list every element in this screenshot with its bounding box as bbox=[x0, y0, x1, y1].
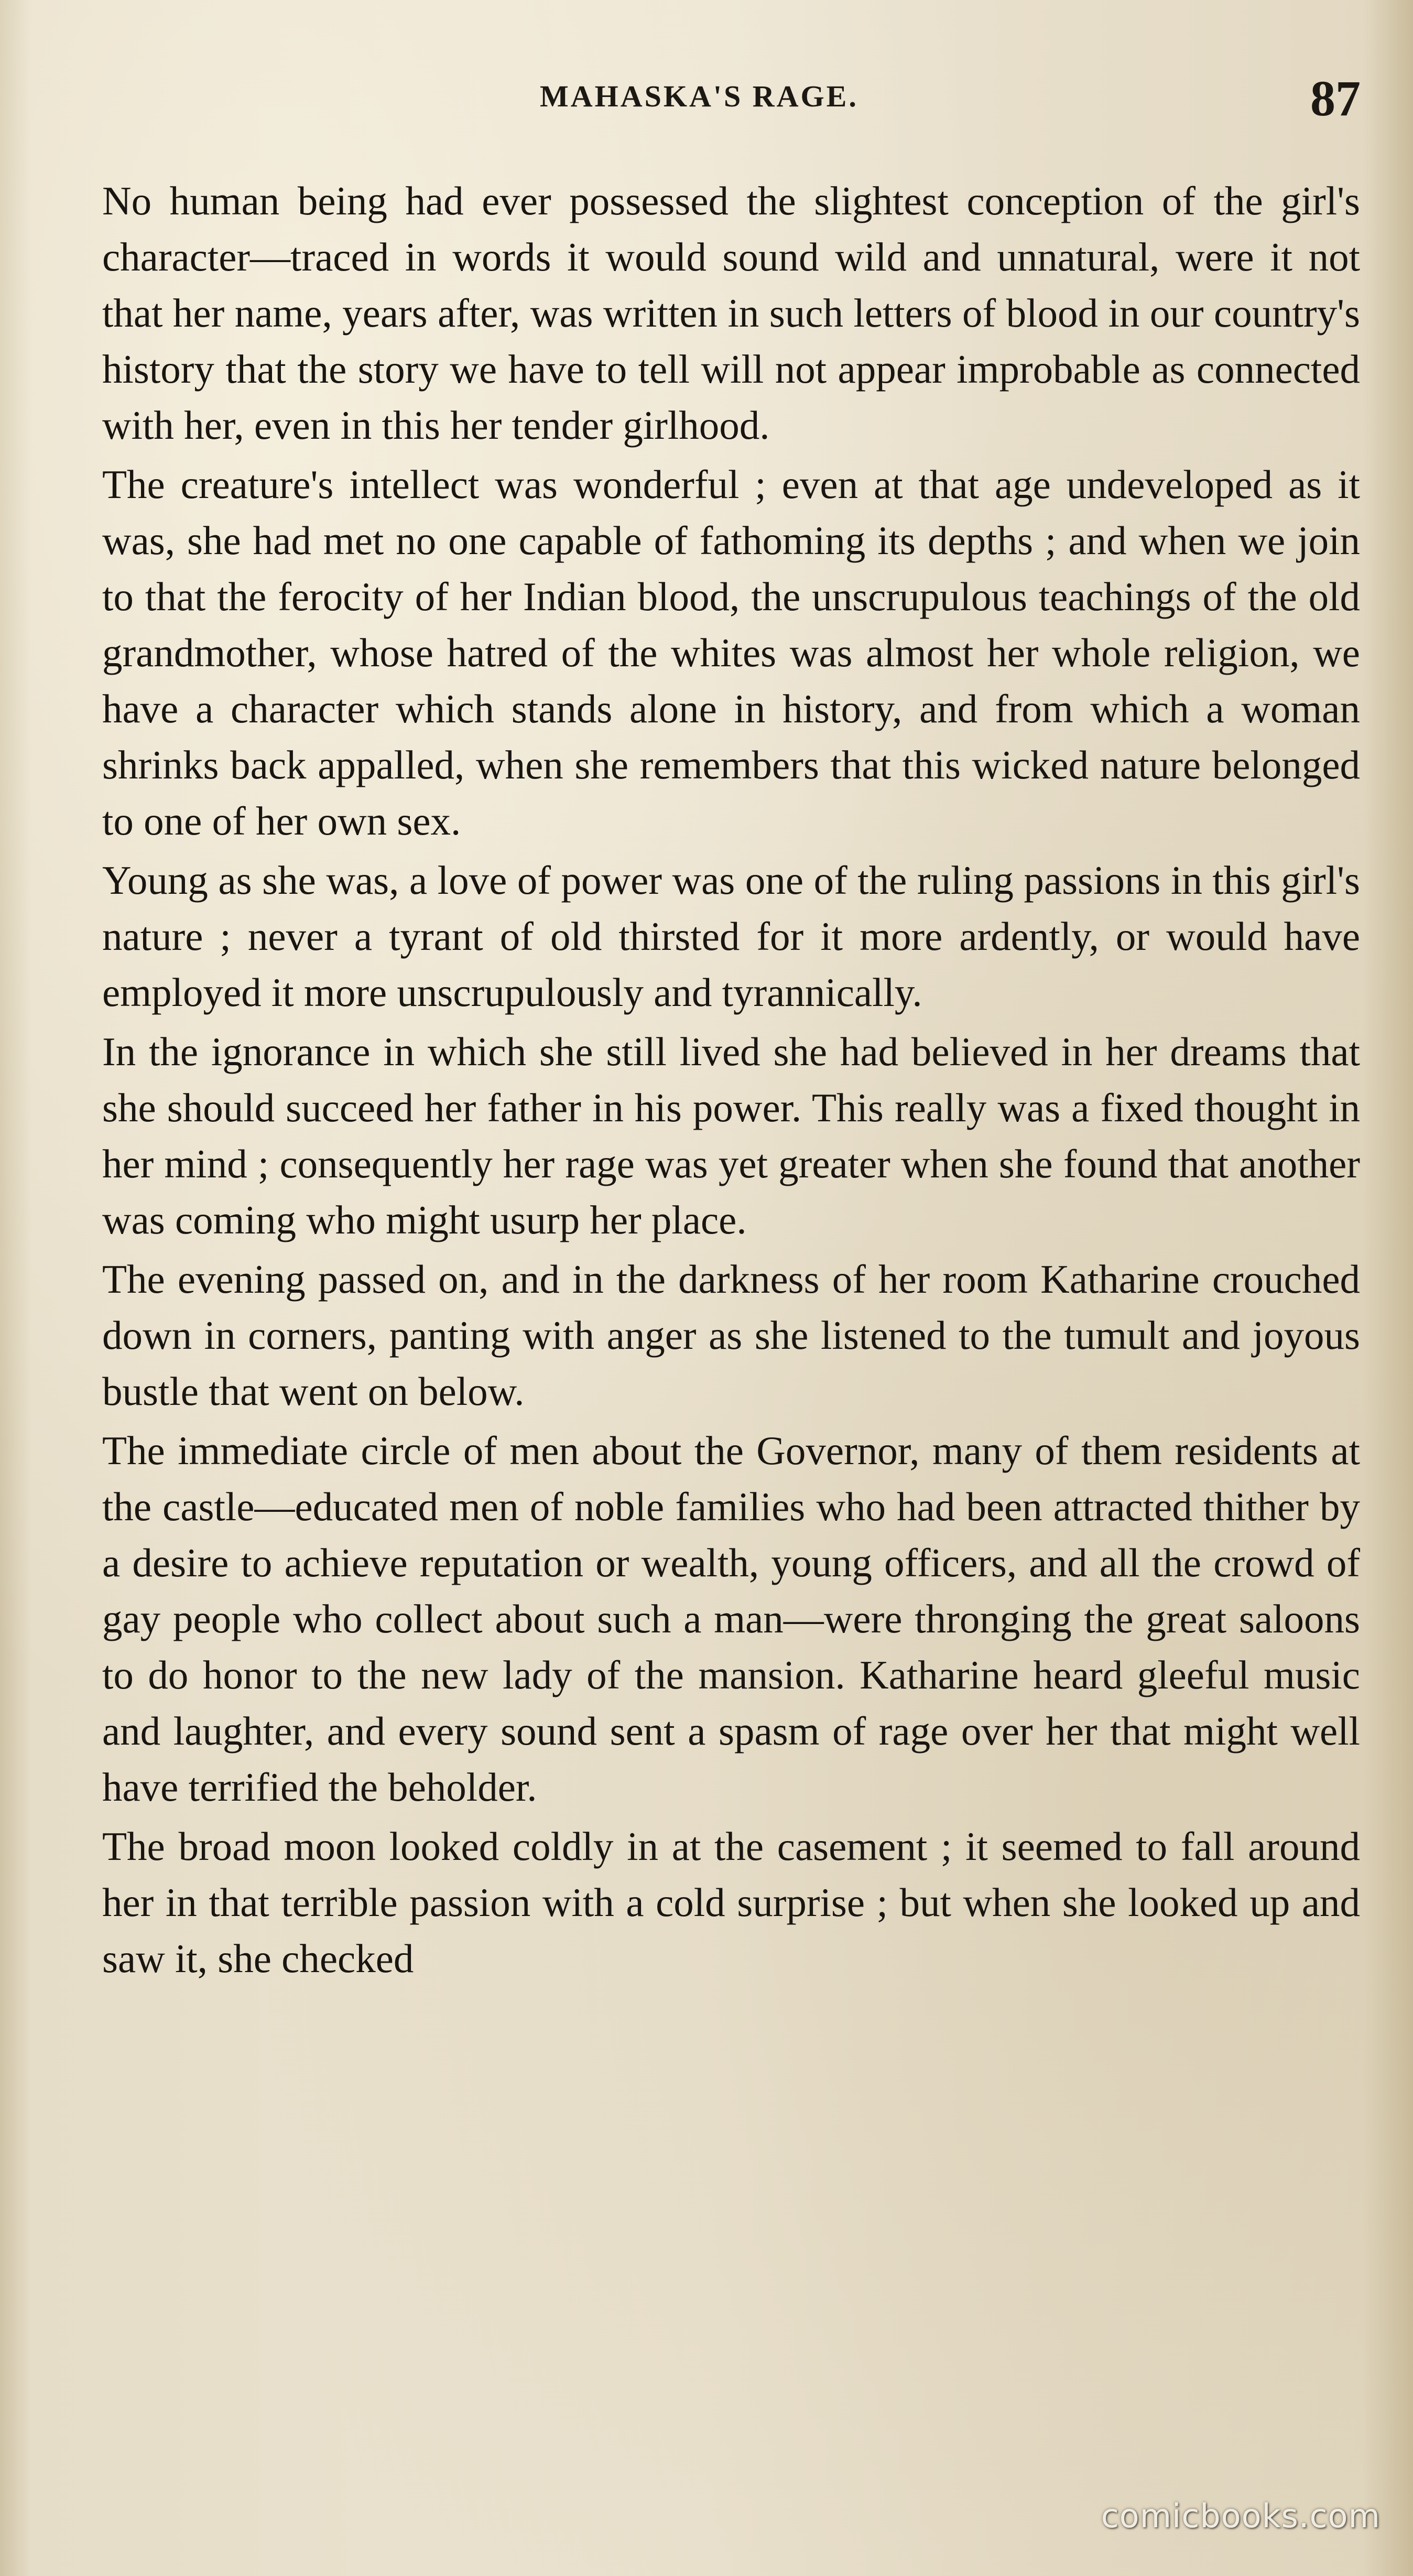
body-text bbox=[102, 173, 1360, 1990]
paragraph: The evening passed on, and in the darkness of her room Katharine crouched down in corners, panting with anger as she listened to the tumult and joyous bustle that went on below. bbox=[102, 1257, 1360, 1414]
paragraph: The broad moon looked coldly in at the casement ; it seemed to fall around her in that terrible passion with a cold surprise ; but when she looked up and saw it, she checked bbox=[102, 1824, 1360, 1981]
watermark-text: comicbooks.com bbox=[1101, 2497, 1381, 2535]
paragraph: In the ignorance in which she still lived she had believed in her dreams that she should succeed her father in his power. This really was a fixed thought in her mind ; consequently her rage was yet greater when she found that another was coming who might usurp her place. bbox=[102, 1029, 1360, 1242]
paragraph: Young as she was, a love of power was one of the ruling passions in this girl's nature ; never a tyrant of old thirsted for it more ardently, or would have employed it more unscrupulously and tyrannically. bbox=[102, 858, 1360, 1015]
running-title: MAHASKA'S RAGE. bbox=[540, 79, 858, 113]
paragraph: The immediate circle of men about the Governor, many of them residents at the castle—educated men of noble families who had been attracted thither by a desire to achieve reputation or wealth, young officers, and all the crowd of gay people who collect about such a man—were thronging the great saloons to do honor to the new lady of the mansion. Katharine heard gleeful music and laughter, and every sound sent a spasm of rage over her that might well have terrified the beholder. bbox=[102, 1428, 1360, 1810]
page-number: 87 bbox=[1310, 70, 1361, 126]
paragraph: No human being had ever possessed the slightest conception of the girl's character—traced in words it would sound wild and unnatural, were it not that her name, years after, was written in such letters of blood in our country's history that the story we have to tell will not appear improbable as connected with her, even in this her tender girlhood. bbox=[102, 178, 1360, 448]
paragraph: The creature's intellect was wonderful ; even at that age undeveloped as it was, she had met no one capable of fathoming its depths ; and when we join to that the ferocity of her Indian blood, the unscrupulous teachings of the old grandmother, whose hatred of the whites was almost her whole religion, we have a character which stands alone in history, and from which a woman shrinks back appalled, when she remembers that this wicked nature belonged to one of her own sex. bbox=[102, 462, 1360, 843]
running-head bbox=[0, 70, 1413, 126]
